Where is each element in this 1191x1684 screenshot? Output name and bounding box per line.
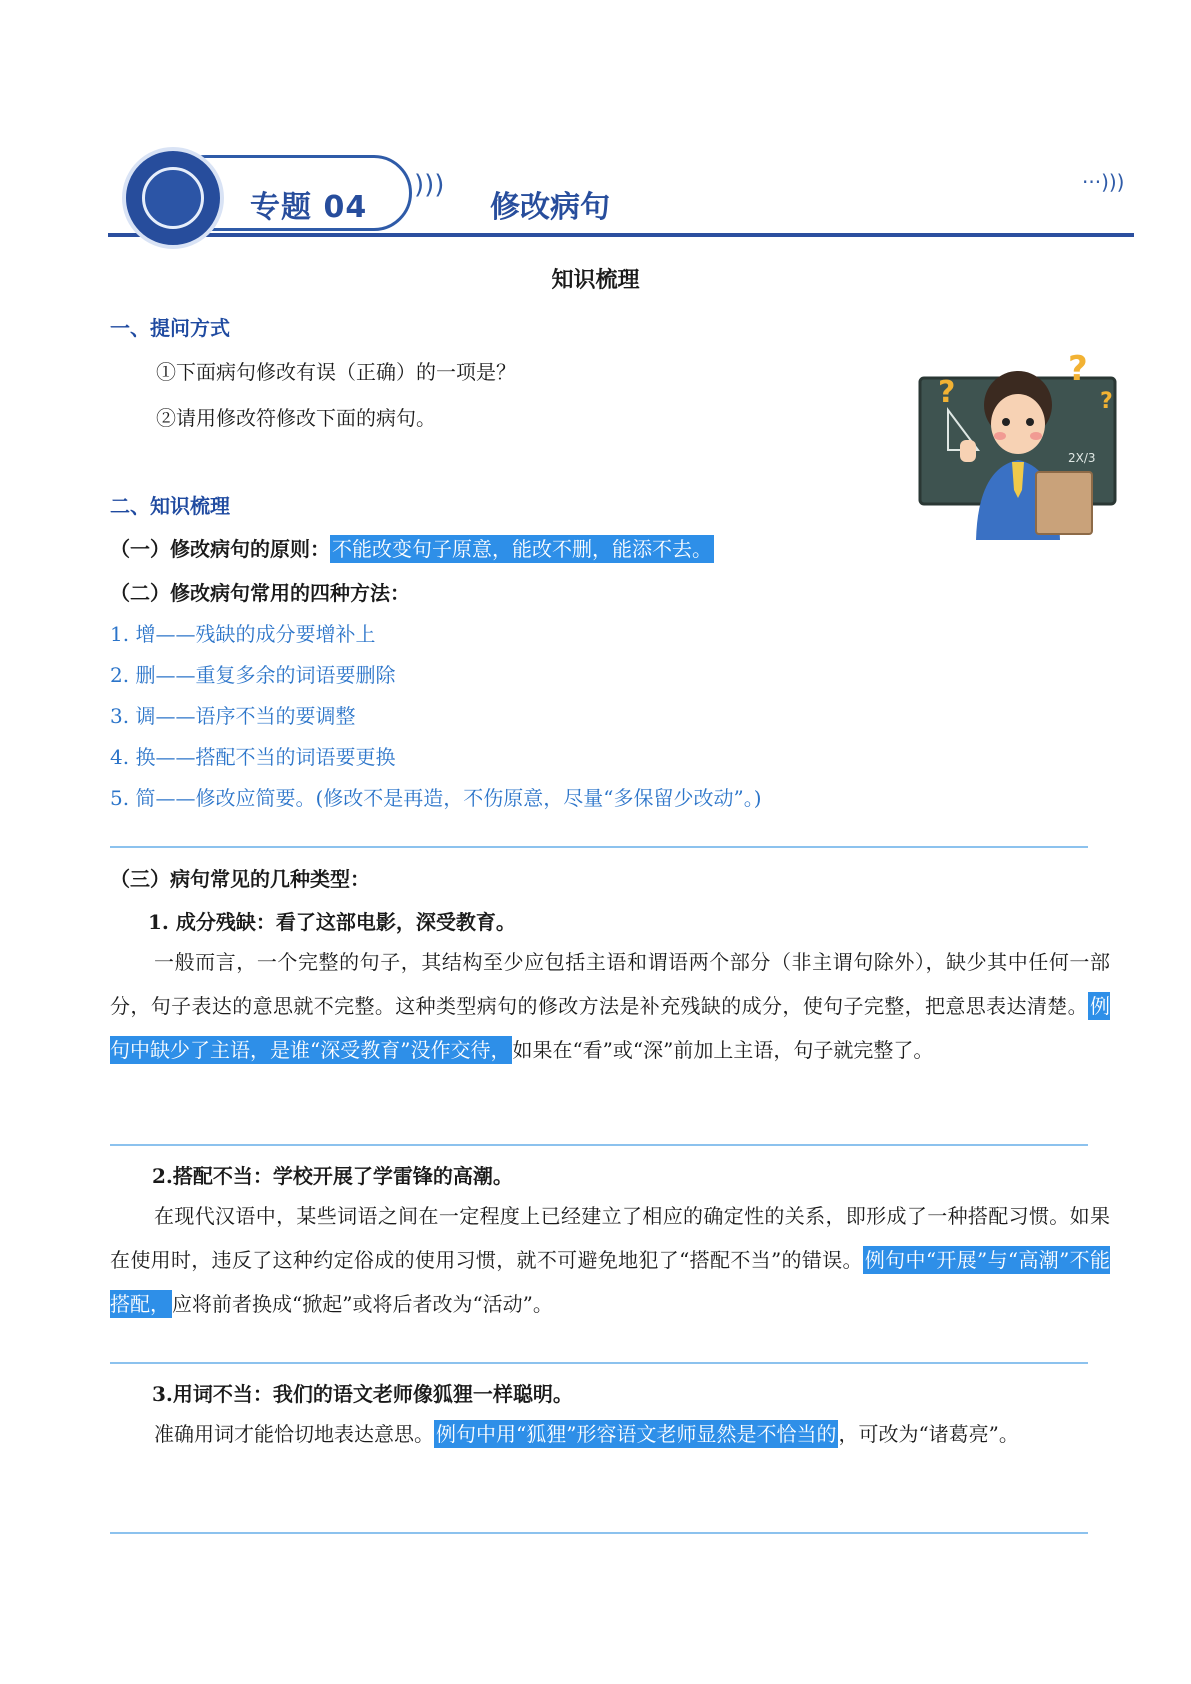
divider bbox=[110, 1532, 1088, 1534]
part1-heading: 一、提问方式 bbox=[110, 316, 230, 340]
type1-paragraph bbox=[110, 940, 1110, 1072]
svg-text:?: ? bbox=[1100, 389, 1113, 414]
question-2: ②请用修改符修改下面的病句。 bbox=[156, 406, 436, 430]
principle-label: （一）修改病句的原则： bbox=[110, 537, 330, 561]
svg-text:2X/3: 2X/3 bbox=[1068, 451, 1096, 465]
type2-paragraph bbox=[110, 1194, 1110, 1326]
type1-highlight: 例句中缺少了主语，是谁“深受教育”没作交待， bbox=[110, 994, 1110, 1062]
header-underline bbox=[108, 233, 1134, 237]
decorative-dots-arcs-icon: ···))) bbox=[1082, 170, 1125, 194]
type3-paragraph bbox=[110, 1412, 1110, 1456]
svg-text:?: ? bbox=[1068, 349, 1088, 389]
divider bbox=[110, 1362, 1088, 1364]
principle-highlight: 不能改变句子原意，能改不删，能添不去。 bbox=[332, 537, 712, 561]
type3-text-a: 准确用词才能恰切地表达意思。 bbox=[154, 1422, 434, 1446]
types-label: （三）病句常见的几种类型： bbox=[110, 867, 370, 891]
method-item: 2. 删——重复多余的词语要删除 bbox=[110, 663, 396, 687]
method-item: 1. 增——残缺的成分要增补上 bbox=[110, 622, 376, 646]
type2-text-a: 在现代汉语中，某些词语之间在一定程度上已经建立了相应的确定性的关系，即形成了一种搭配习惯。如果在使用时，违反了这种约定俗成的使用习惯，就不可避免地犯了“搭配不当”的错误。 bbox=[110, 1204, 1110, 1272]
question-1: ①下面病句修改有误（正确）的一项是？ bbox=[156, 360, 516, 384]
topic-circle-inner bbox=[142, 167, 204, 229]
type3-text-b: ，可改为“诸葛亮”。 bbox=[838, 1422, 1019, 1446]
type1-text-b: 如果在“看”或“深”前加上主语，句子就完整了。 bbox=[512, 1038, 934, 1062]
method-item: 3. 调——语序不当的要调整 bbox=[110, 704, 356, 728]
page-title: 修改病句 bbox=[490, 190, 610, 225]
type1-text-a: 一般而言，一个完整的句子，其结构至少应包括主语和谓语两个部分（非主谓句除外），缺少其中任何一部分，句子表达的意思就不完整。这种类型病句的修改方法是补充残缺的成分，使句子完整，把意思表达清楚。 bbox=[110, 950, 1110, 1018]
type3-heading: 3.用词不当：我们的语文老师像狐狸一样聪明。 bbox=[152, 1382, 573, 1406]
type2-text-b: 应将前者换成“掀起”或将后者改为“活动”。 bbox=[172, 1292, 553, 1316]
part2-heading: 二、知识梳理 bbox=[110, 494, 230, 518]
type1-heading: 1. 成分残缺：看了这部电影，深受教育。 bbox=[148, 910, 516, 934]
svg-text:?: ? bbox=[938, 375, 956, 410]
teacher-with-chalkboard-illustration-icon bbox=[918, 340, 1118, 540]
type2-heading: 2.搭配不当：学校开展了学雷锋的高潮。 bbox=[152, 1164, 513, 1188]
divider bbox=[110, 1144, 1088, 1146]
type2-highlight: 例句中“开展”与“高潮”不能搭配， bbox=[110, 1248, 1110, 1316]
divider bbox=[110, 846, 1088, 848]
method-item: 4. 换——搭配不当的词语要更换 bbox=[110, 745, 396, 769]
type3-highlight: 例句中用“狐狸”形容语文老师显然是不恰当的 bbox=[436, 1422, 837, 1446]
decorative-arcs-icon: ))) bbox=[414, 170, 445, 200]
section-title: 知识梳理 bbox=[551, 267, 640, 293]
methods-label: （二）修改病句常用的四种方法： bbox=[110, 581, 410, 605]
teacher-illustration bbox=[918, 340, 1118, 544]
topic-label: 专题 04 bbox=[250, 190, 368, 225]
method-item: 5. 简——修改应简要。(修改不是再造，不伤原意，尽量“多保留少改动”。) bbox=[110, 786, 762, 810]
